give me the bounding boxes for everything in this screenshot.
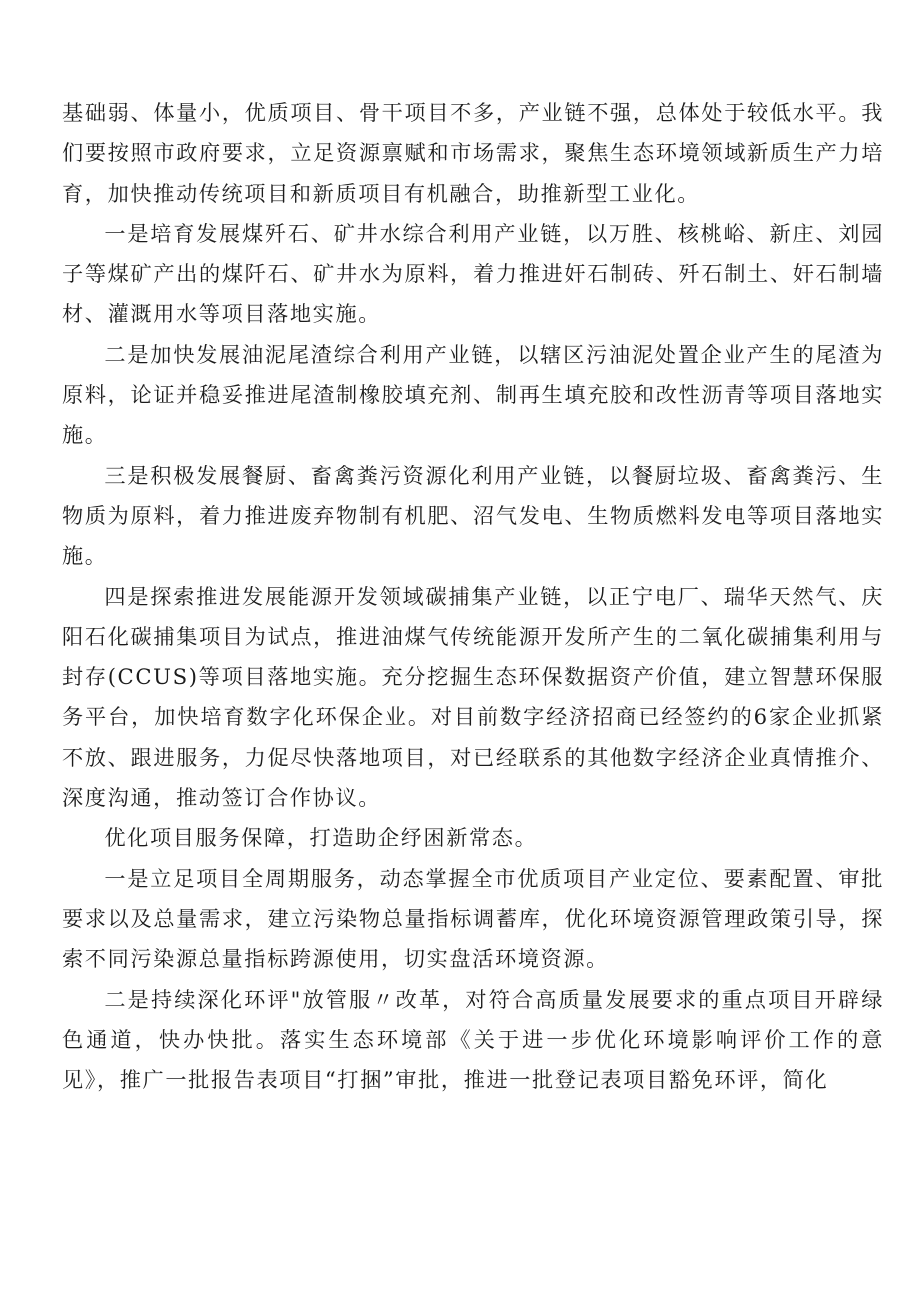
paragraph-full-cycle-service: 一是立足项目全周期服务，动态掌握全市优质项目产业定位、要素配置、审批要求以及总量需求，建立污染物总量指标调蓄库，优化环境资源管理政策引导，探索不同污染源总量指标跨源使用，切实盘活环境资源。 <box>62 865 884 972</box>
document-body <box>62 93 884 1100</box>
paragraph-oil-sludge-chain: 二是加快发展油泥尾渣综合利用产业链，以辖区污油泥处置企业产生的尾渣为原料，论证并稳妥推进尾渣制橡胶填充剂、制再生填充胶和改性沥青等项目落地实施。 <box>62 341 884 448</box>
paragraph-eia-reform: 二是持续深化环评"放管服〃改革，对符合高质量发展要求的重点项目开辟绿色通道，快办快批。落实生态环境部《关于进一步优化环境影响评价工作的意见》，推广一批报告表项目“打捆”审批，推进一批登记表项目豁免环评，简化 <box>62 986 884 1093</box>
paragraph-carbon-capture-chain: 四是探索推进发展能源开发领域碳捕集产业链，以正宁电厂、瑞华天然气、庆阳石化碳捕集项目为试点，推进油煤气传统能源开发所产生的二氧化碳捕集利用与封存(CCUS)等项目落地实施。充分挖掘生态环保数据资产价值，建立智慧环保服务平台，加快培育数字化环保企业。对目前数字经济招商已经签约的6家企业抓紧不放、跟进服务，力促尽快落地项目，对已经联系的其他数字经济企业真情推介、深度沟通，推动签订合作协议。 <box>62 583 884 811</box>
paragraph-coal-gangue-chain: 一是培育发展煤歼石、矿井水综合利用产业链，以万胜、核桃峪、新庄、刘园子等煤矿产出的煤阡石、矿井水为原料，着力推进奸石制砖、歼石制土、奸石制墙材、灌溉用水等项目落地实施。 <box>62 220 884 327</box>
paragraph-kitchen-waste-chain: 三是积极发展餐厨、畜禽粪污资源化利用产业链，以餐厨垃圾、畜禽粪污、生物质为原料，着力推进废弃物制有机肥、沼气发电、生物质燃料发电等项目落地实施。 <box>62 462 884 569</box>
paragraph-intro-continued: 基础弱、体量小，优质项目、骨干项目不多，产业链不强，总体处于较低水平。我们要按照市政府要求，立足资源禀赋和市场需求，聚焦生态环境领域新质生产力培育，加快推动传统项目和新质项目有机融合，助推新型工业化。 <box>62 100 884 206</box>
paragraph-service-heading: 优化项目服务保障，打造助企纾困新常态。 <box>104 825 538 851</box>
